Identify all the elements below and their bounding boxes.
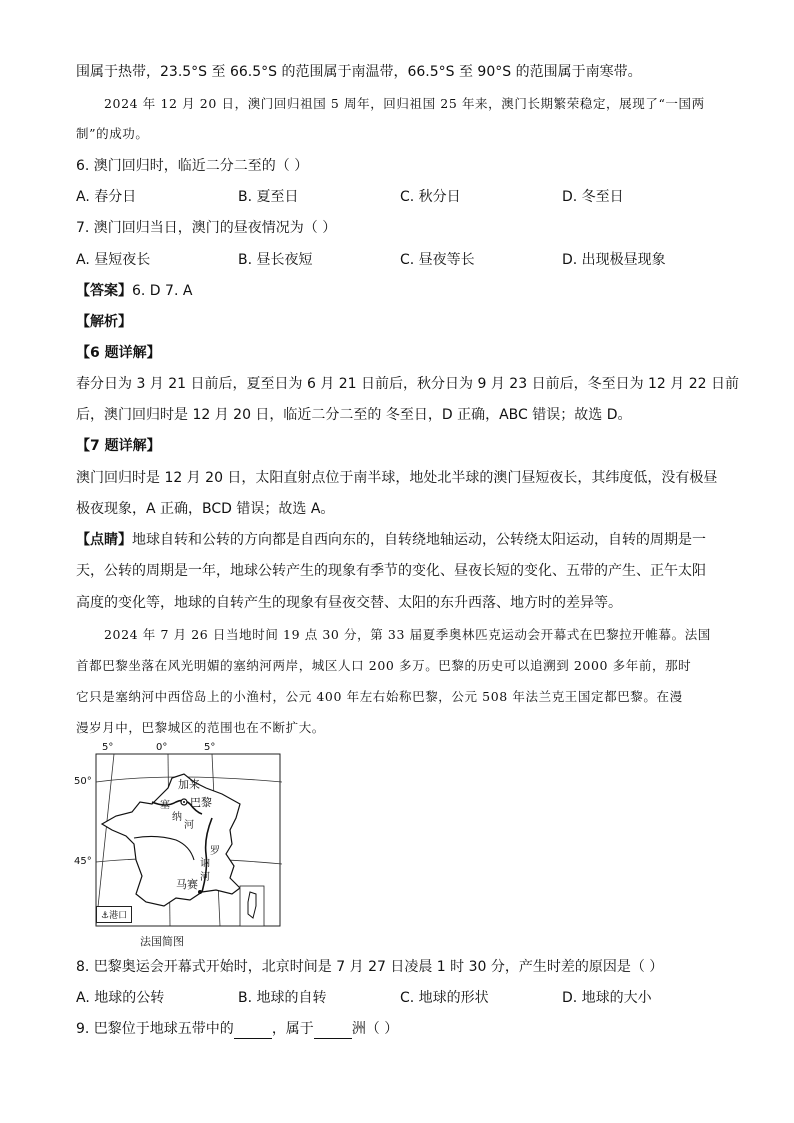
tip-line2: 天，公转的周期是一年，地球公转产生的现象有季节的变化、昼夜长短的变化、五带的产生、正午太阳 xyxy=(76,563,706,579)
lon-label-w5: 5° xyxy=(102,742,114,753)
tip-tag: 【点睛】 xyxy=(76,532,132,548)
tip-line3: 高度的变化等，地球的自转产生的现象有昼夜交替、太阳的东升西落、地方时的差异等。 xyxy=(76,595,622,611)
detail-6-line1: 春分日为 3 月 21 日前后，夏至日为 6 月 21 日前后，秋分日为 9 月 23 日前后，冬至日为 12 月 22 日前 xyxy=(76,376,739,392)
q6-option-a[interactable]: A. 春分日 xyxy=(76,189,137,205)
q9-part1: 9. 巴黎位于地球五带中的 xyxy=(76,1021,234,1037)
material-paris-line3: 它只是塞纳河中西岱岛上的小渔村，公元 400 年左右始称巴黎，公元 508 年法兰克王国定都巴黎。在漫 xyxy=(76,689,683,704)
material-macau-line1: 2024 年 12 月 20 日，澳门回归祖国 5 周年，回归祖国 25 年来，澳门长期繁荣稳定，展现了“一国两 xyxy=(104,96,705,111)
place-calais: 加来 xyxy=(178,778,200,791)
detail-6-line2: 后，澳门回归时是 12 月 20 日，临近二分二至的 冬至日，D 正确，ABC 错误；故选 D。 xyxy=(76,407,632,423)
tip-text1: 地球自转和公转的方向都是自西向东的，自转绕地轴运动，公转绕太阳运动，自转的周期是一 xyxy=(132,532,706,548)
q7-option-b[interactable]: B. 昼长夜短 xyxy=(238,252,313,268)
place-marseille: 马赛 xyxy=(176,878,198,891)
answer-tag: 【答案】 xyxy=(76,283,132,299)
material-paris-line4: 漫岁月中，巴黎城区的范围也在不断扩大。 xyxy=(76,720,325,735)
map-legend xyxy=(96,906,132,923)
question-7-stem: 7. 澳门回归当日，澳门的昼夜情况为（ ） xyxy=(76,220,337,236)
anchor-icon: ⚓ xyxy=(101,911,110,921)
question-6-stem: 6. 澳门回归时，临近二分二至的（ ） xyxy=(76,158,309,174)
q8-option-b[interactable]: B. 地球的自转 xyxy=(238,990,327,1006)
place-paris: 巴黎 xyxy=(190,796,212,809)
label-rhone-1: 罗 xyxy=(210,846,220,857)
lat-label-50: 50° xyxy=(74,776,92,787)
lon-label-e5: 5° xyxy=(204,742,216,753)
q7-option-c[interactable]: C. 昼夜等长 xyxy=(400,252,475,268)
q9-blank-continent[interactable] xyxy=(314,1024,352,1039)
answer-row xyxy=(76,281,192,301)
analysis-tag: 【解析】 xyxy=(76,314,132,330)
legend-label: 港口 xyxy=(109,911,128,921)
paragraph-continuation: 围属于热带，23.5°S 至 66.5°S 的范围属于南温带，66.5°S 至 90°S 的范围属于南寒带。 xyxy=(76,64,642,80)
q6-option-b[interactable]: B. 夏至日 xyxy=(238,189,299,205)
label-seine-3: 河 xyxy=(184,820,194,831)
detail-7-line2: 极夜现象，A 正确，BCD 错误；故选 A。 xyxy=(76,501,335,517)
material-paris-line1: 2024 年 7 月 26 日当地时间 19 点 30 分，第 33 届夏季奥林匹克运动会开幕式在巴黎拉开帷幕。法国 xyxy=(104,627,711,642)
lon-label-0: 0° xyxy=(156,742,168,753)
detail-6-tag: 【6 题详解】 xyxy=(76,345,161,361)
q6-option-c[interactable]: C. 秋分日 xyxy=(400,189,461,205)
q6-option-d[interactable]: D. 冬至日 xyxy=(562,189,624,205)
q8-option-a[interactable]: A. 地球的公转 xyxy=(76,990,165,1006)
q8-option-c[interactable]: C. 地球的形状 xyxy=(400,990,489,1006)
label-seine-1: 塞 xyxy=(160,800,170,811)
q9-part3: 洲（ ） xyxy=(351,1021,399,1037)
material-macau-line2: 制”的成功。 xyxy=(76,126,149,141)
label-rhone-3: 河 xyxy=(200,872,210,883)
label-seine-2: 纳 xyxy=(172,812,182,823)
question-8-stem: 8. 巴黎奥运会开幕式开始时，北京时间是 7 月 27 日凌晨 1 时 30 分，产生时差的原因是（ ） xyxy=(76,959,664,975)
question-9-stem xyxy=(76,1019,398,1039)
answer-text: 6. D 7. A xyxy=(132,283,193,299)
france-map xyxy=(72,742,282,942)
q9-part2: ，属于 xyxy=(271,1021,314,1037)
q7-option-a[interactable]: A. 昼短夜长 xyxy=(76,252,151,268)
tip-line1 xyxy=(76,530,706,550)
lat-label-45: 45° xyxy=(74,856,92,867)
label-rhone-2: 讷 xyxy=(200,858,210,869)
detail-7-tag: 【7 题详解】 xyxy=(76,438,161,454)
material-paris-line2: 首都巴黎坐落在风光明媚的塞纳河两岸，城区人口 200 多万。巴黎的历史可以追溯到 2000 多年前，那时 xyxy=(76,658,692,673)
q8-option-d[interactable]: D. 地球的大小 xyxy=(562,990,652,1006)
map-caption: 法国简图 xyxy=(140,935,184,948)
detail-7-line1: 澳门回归时是 12 月 20 日，太阳直射点位于南半球，地处北半球的澳门昼短夜长，其纬度低，没有极昼 xyxy=(76,470,718,486)
q7-option-d[interactable]: D. 出现极昼现象 xyxy=(562,252,666,268)
q9-blank-zone[interactable] xyxy=(234,1024,272,1039)
